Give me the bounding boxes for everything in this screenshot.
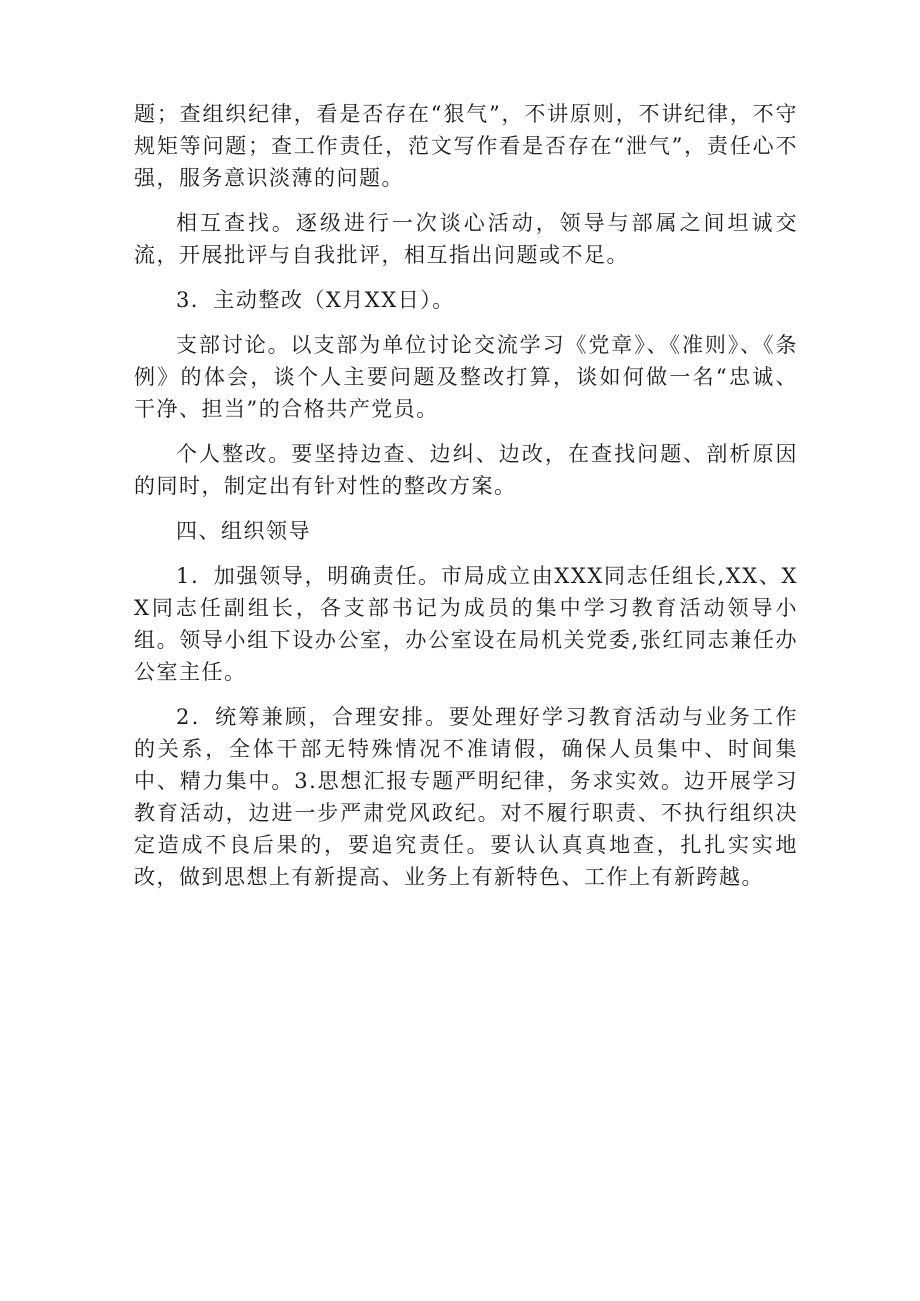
paragraph-continuation: 题；查组织纪律，看是否存在“狠气”，不讲原则，不讲纪律，不守规矩等问题；查工作责任，范文写作看是否存在“泄气”，责任心不强，服务意识淡薄的问题。 bbox=[134, 102, 798, 190]
document-body bbox=[134, 98, 798, 906]
paragraph-mutual-check: 相互查找。逐级进行一次谈心活动，领导与部属之间坦诚交流，开展批评与自我批评，相互指出问题或不足。 bbox=[134, 211, 798, 267]
heading-organization-leadership: 四、组织领导 bbox=[176, 519, 311, 543]
paragraph-personal-rectification: 个人整改。要坚持边查、边纠、边改，在查找问题、剖析原因的同时，制定出有针对性的整改方案。 bbox=[134, 442, 798, 498]
heading-active-rectification: 3．主动整改（X月XX日）。 bbox=[176, 288, 455, 312]
paragraph-overall-planning: 2．统筹兼顾，合理安排。要处理好学习教育活动与业务工作的关系，全体干部无特殊情况不准请假，确保人员集中、时间集中、精力集中。3.思想汇报专题严明纪律，务求实效。边开展学习教育活动，边进一步严肃党风政纪。对不履行职责、不执行组织决定造成不良后果的，要追究责任。要认认真真地查，扎扎实实地改，做到思想上有新提高、业务上有新特色、工作上有新跨越。 bbox=[134, 705, 798, 889]
paragraph-strengthen-leadership: 1．加强领导，明确责任。市局成立由XXX同志任组长,XX、XX同志任副组长，各支部书记为成员的集中学习教育活动领导小组。领导小组下设办公室，办公室设在局机关党委,张红同志兼任办公室主任。 bbox=[134, 564, 798, 684]
paragraph-branch-discussion: 支部讨论。以支部为单位讨论交流学习《党章》、《准则》、《条例》的体会，谈个人主要问题及整改打算，谈如何做一名“忠诚、干净、担当”的合格共产党员。 bbox=[134, 333, 798, 421]
